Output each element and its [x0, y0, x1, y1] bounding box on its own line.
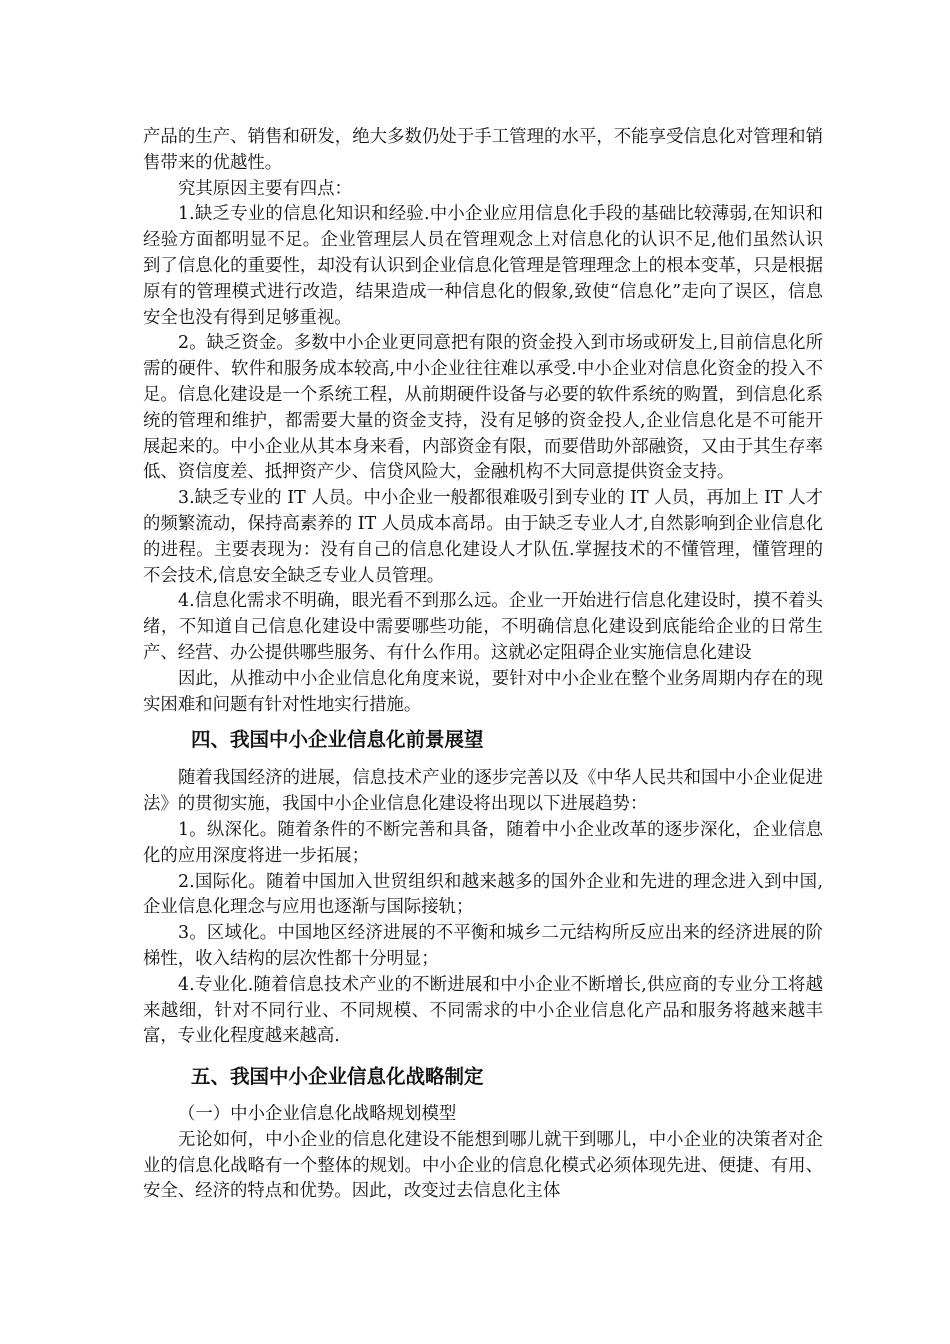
paragraph-reason-3: 3.缺乏专业的 IT 人员。中小企业一般都很难吸引到专业的 IT 人员，再加上 IT 人才的频繁流动，保持高素养的 IT 人员成本高昂。由于缺乏专业人才,自然影响到企业信息化的进程。主要表现为：没有自己的信息化建设人才队伍.掌握技术的不懂管理，懂管理的不会技术,信息安全缺乏专业人员管理。	[143, 488, 823, 586]
subsection-title: （一）中小企业信息化战略规划模型	[178, 1104, 457, 1125]
paragraph-reason-4: 4.信息化需求不明确，眼光看不到那么远。企业一开始进行信息化建设时，摸不着头绪，不知道自己信息化建设中需要哪些功能，不明确信息化建设到底能给企业的日常生产、经营、办公提供哪些服务、有什么作用。这就必定阻碍企业实施信息化建设	[143, 591, 823, 663]
paragraph-trends-intro: 随着我国经济的进展，信息技术产业的逐步完善以及《中华人民共和国中小企业促进法》的贯彻实施，我国中小企业信息化建设将出现以下进展趋势：	[143, 768, 823, 815]
paragraph-conclusion: 因此，从推动中小企业信息化角度来说，要针对中小企业在整个业务周期内存在的现实困难和问题有针对性地实行措施。	[143, 668, 823, 715]
paragraph-strategy: 无论如何，中小企业的信息化建设不能想到哪儿就干到哪儿，中小企业的决策者对企业的信息化战略有一个整体的规划。中小企业的信息化模式必须体现先进、便捷、有用、安全、经济的特点和优势。因此，改变过去信息化主体	[143, 1129, 823, 1202]
paragraph-reason-2: 2。缺乏资金。多数中小企业更同意把有限的资金投入到市场或研发上,目前信息化所需的硬件、软件和服务成本较高,中小企业往往难以承受.中小企业对信息化资金的投入不足。信息化建设是一个系统工程，从前期硬件设备与必要的软件系统的购置，到信息化系统的管理和维护，都需要大量的资金支持，没有足够的资金投人,企业信息化是不可能开展起来的。中小企业从其本身来看，内部资金有限，而要借助外部融资，又由于其生存率低、资信度差、抵押资产少、信贷风险大，金融机构不大同意提供资金支持。	[143, 333, 823, 483]
paragraph-continued: 产品的生产、销售和研发，绝大多数仍处于手工管理的水平，不能享受信息化对管理和销售带来的优越性。	[143, 127, 823, 173]
paragraph-trend-3: 3。区域化。中国地区经济进展的不平衡和城乡二元结构所反应出来的经济进展的阶梯性，收入结构的层次性都十分明显；	[143, 923, 823, 969]
section-5-heading: 五、我国中小企业信息化战略制定	[191, 1065, 484, 1089]
paragraph-trend-1: 1。纵深化。随着条件的不断完善和具备，随着中小企业改革的逐步深化，企业信息化的应用深度将进一步拓展；	[143, 819, 823, 866]
paragraph-reasons-intro: 究其原因主要有四点：	[178, 178, 352, 199]
section-4-heading: 四、我国中小企业信息化前景展望	[191, 728, 484, 752]
paragraph-reason-1: 1.缺乏专业的信息化知识和经验.中小企业应用信息化手段的基础比较薄弱,在知识和经验方面都明显不足。企业管理层人员在管理观念上对信息化的认识不足,他们虽然认识到了信息化的重要性，却没有认识到企业信息化管理是管理理念上的根本变革，只是根据原有的管理模式进行改造，结果造成一种信息化的假象,致使“信息化”走向了误区，信息安全也没有得到足够重视。	[143, 204, 823, 328]
document-body	[143, 125, 823, 1205]
paragraph-trend-4: 4.专业化.随着信息技术产业的不断进展和中小企业不断增长,供应商的专业分工将越来越细，针对不同行业、不同规模、不同需求的中小企业信息化产品和服务将越来越丰富，专业化程度越来越高.	[143, 974, 823, 1047]
paragraph-trend-2: 2.国际化。随着中国加入世贸组织和越来越多的国外企业和先进的理念进入到中国,企业信息化理念与应用也逐渐与国际接轨；	[143, 871, 823, 918]
